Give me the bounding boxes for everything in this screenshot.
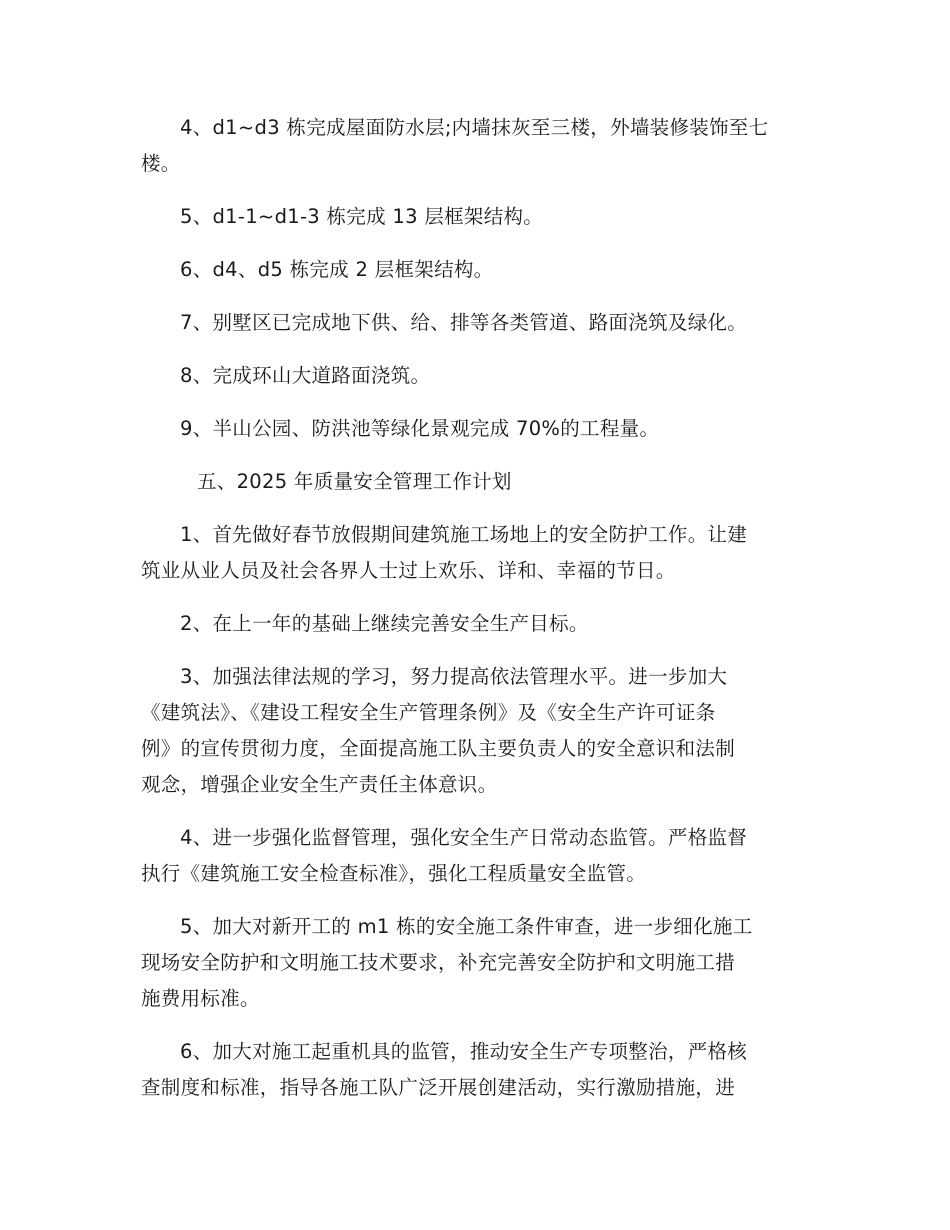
paragraph-line: 7、别墅区已完成地下供、给、排等各类管道、路面浇筑及绿化。	[180, 311, 748, 334]
plan-item-5	[141, 909, 811, 1017]
paragraph-item-5	[141, 199, 811, 235]
paragraph-line: 5、d1-1~d1-3 栋完成 13 层框架结构。	[180, 205, 544, 228]
paragraph-line: 4、进一步强化监督管理，强化安全生产日常动态监管。严格监督	[180, 826, 748, 849]
paragraph-item-8	[141, 358, 811, 394]
plan-item-3	[141, 659, 811, 803]
paragraph-line: 1、首先做好春节放假期间建筑施工场地上的安全防护工作。让建	[180, 523, 748, 546]
paragraph-item-4	[141, 110, 811, 182]
paragraph-line: 观念，增强企业安全生产责任主体意识。	[141, 773, 498, 796]
paragraph-line: 6、d4、d5 栋完成 2 层框架结构。	[180, 258, 494, 281]
paragraph-line: 施费用标准。	[141, 987, 260, 1010]
paragraph-line: 4、d1~d3 栋完成屋面防水层;内墙抹灰至三楼，外墙装修装饰至七	[180, 116, 769, 139]
paragraph-item-6	[141, 252, 811, 288]
paragraph-item-7	[141, 305, 811, 341]
document-body	[141, 110, 811, 1123]
paragraph-line: 6、加大对施工起重机具的监管，推动安全生产专项整治，严格核	[180, 1040, 748, 1063]
paragraph-line: 查制度和标准，指导各施工队广泛开展创建活动，实行激励措施，进	[141, 1076, 736, 1099]
paragraph-line: 楼。	[141, 152, 181, 175]
paragraph-line: 现场安全防护和文明施工技术要求，补充完善安全防护和文明施工措	[141, 951, 736, 974]
paragraph-line: 8、完成环山大道路面浇筑。	[180, 364, 431, 387]
plan-item-2	[141, 606, 811, 642]
plan-item-4	[141, 820, 811, 892]
paragraph-line: 3、加强法律法规的学习，努力提高依法管理水平。进一步加大	[180, 665, 728, 688]
paragraph-line: 2、在上一年的基础上继续完善安全生产目标。	[180, 612, 589, 635]
paragraph-line: 《建筑法》、《建设工程安全生产管理条例》及《安全生产许可证条	[141, 701, 716, 724]
section-heading: 五、2025 年质量安全管理工作计划	[197, 470, 512, 493]
paragraph-line: 例》的宣传贯彻力度，全面提高施工队主要负责人的安全意识和法制	[141, 737, 736, 760]
paragraph-line: 筑业从业人员及社会各界人士过上欢乐、详和、幸福的节日。	[141, 559, 676, 582]
paragraph-line: 5、加大对新开工的 m1 栋的安全施工条件审查，进一步细化施工	[180, 915, 753, 938]
plan-item-6	[141, 1034, 811, 1106]
paragraph-line: 9、半山公园、防洪池等绿化景观完成 70%的工程量。	[180, 417, 660, 440]
paragraph-item-9	[141, 411, 811, 447]
paragraph-line: 执行《建筑施工安全检查标准》，强化工程质量安全监管。	[141, 862, 647, 885]
plan-item-1	[141, 517, 811, 589]
